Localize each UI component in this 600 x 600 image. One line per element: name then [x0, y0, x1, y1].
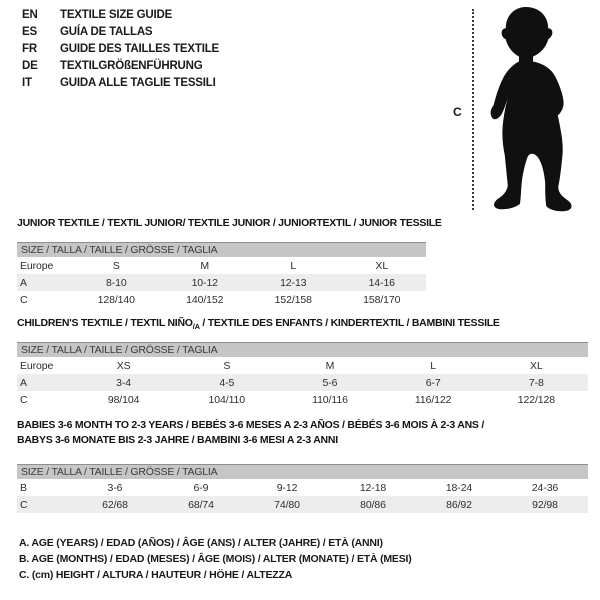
- size-value-cell: 62/68: [102, 498, 128, 511]
- size-value-cell: 12-13: [280, 276, 307, 289]
- size-value-cell: S: [223, 359, 231, 372]
- guide-title: GUIDE DES TAILLES TEXTILE: [60, 43, 219, 55]
- size-value-cell: 7-8: [528, 376, 544, 389]
- junior-table-title: JUNIOR TEXTILE / TEXTIL JUNIOR/ TEXTILE JUNIOR / JUNIORTEXTIL / JUNIOR TESSILE: [17, 217, 442, 229]
- language-code: EN: [22, 9, 38, 21]
- table-row: [17, 291, 426, 308]
- guide-title: GUIDA ALLE TAGLIE TESSILI: [60, 77, 216, 89]
- size-value-cell: 86/92: [446, 498, 472, 511]
- language-row: [22, 24, 219, 41]
- size-value-cell: 12-18: [359, 481, 387, 494]
- row-label-cell: B: [20, 481, 27, 494]
- size-value-cell: L: [290, 259, 297, 272]
- table-row: [17, 479, 588, 496]
- table-row: [17, 257, 426, 274]
- guide-title: GUÍA DE TALLAS: [60, 26, 153, 38]
- language-row: [22, 7, 219, 24]
- footnote-a: A. AGE (YEARS) / EDAD (AÑOS) / ÂGE (ANS) / ALTER (JAHRE) / ETÀ (ANNI): [19, 537, 383, 549]
- legend-footnotes: [19, 535, 412, 583]
- size-value-cell: 68/74: [188, 498, 214, 511]
- row-label-cell: C: [20, 293, 28, 306]
- size-value-cell: M: [325, 359, 335, 372]
- size-value-cell: 8-10: [105, 276, 127, 289]
- size-value-cell: 74/80: [274, 498, 300, 511]
- babies-table-title-line2: BABYS 3-6 MONATE BIS 2-3 JAHRE / BAMBINI 3-6 MESI A 2-3 ANNI: [17, 434, 338, 446]
- size-value-cell: 128/140: [97, 293, 135, 306]
- size-value-cell: 92/98: [532, 498, 558, 511]
- size-table: [17, 479, 588, 513]
- size-value-cell: 140/152: [186, 293, 224, 306]
- size-value-cell: 104/110: [208, 393, 246, 406]
- size-value-cell: L: [430, 359, 437, 372]
- language-row: [22, 41, 219, 58]
- size-value-cell: 3-4: [116, 376, 132, 389]
- table-row: [17, 496, 588, 513]
- size-value-cell: XL: [530, 359, 543, 372]
- language-row: [22, 58, 219, 75]
- size-header-bar: SIZE / TALLA / TAILLE / GRÖSSE / TAGLIA: [17, 242, 426, 257]
- table-row: [17, 357, 588, 374]
- babies-table-title-line1: BABIES 3-6 MONTH TO 2-3 YEARS / BEBÉS 3-6 MESES A 2-3 AÑOS / BÉBÉS 3-6 MOIS À 2-3 ANS /: [17, 419, 485, 431]
- size-value-cell: 6-9: [193, 481, 209, 494]
- size-value-cell: XS: [116, 359, 131, 372]
- toddler-silhouette-icon: [481, 5, 573, 215]
- language-code: FR: [22, 43, 37, 55]
- size-value-cell: 110/116: [312, 393, 348, 406]
- size-value-cell: 116/122: [414, 393, 452, 406]
- table-row: [17, 274, 426, 291]
- children-size-table: [17, 342, 588, 408]
- size-table: [17, 257, 426, 308]
- guide-title: TEXTILGRÖßENFÜHRUNG: [60, 60, 203, 72]
- language-code: DE: [22, 60, 38, 72]
- size-value-cell: 80/86: [360, 498, 386, 511]
- size-value-cell: 98/104: [107, 393, 140, 406]
- children-title-subscript: /A: [192, 322, 200, 332]
- size-value-cell: 10-12: [191, 276, 218, 289]
- children-table-title: [17, 317, 500, 331]
- height-measure-dotted-line: [472, 9, 474, 210]
- row-label-cell: A: [20, 276, 27, 289]
- row-label-cell: C: [20, 393, 28, 406]
- footnote-b: B. AGE (MONTHS) / EDAD (MESES) / ÂGE (MOIS) / ALTER (MONATE) / ETÀ (MESI): [19, 553, 412, 565]
- row-label-cell: C: [20, 498, 28, 511]
- language-title-list: [22, 7, 219, 92]
- table-row: [17, 391, 588, 408]
- row-label-cell: A: [20, 376, 27, 389]
- size-value-cell: 3-6: [107, 481, 123, 494]
- table-row: [17, 374, 588, 391]
- junior-size-table: [17, 242, 426, 308]
- size-value-cell: 9-12: [276, 481, 298, 494]
- guide-title: TEXTILE SIZE GUIDE: [60, 9, 173, 21]
- children-title-pre: CHILDREN'S TEXTILE / TEXTIL NIÑO: [17, 317, 193, 329]
- row-label-cell: Europe: [20, 259, 54, 272]
- size-table: [17, 357, 588, 408]
- size-value-cell: 6-7: [425, 376, 441, 389]
- size-value-cell: 4-5: [219, 376, 235, 389]
- size-value-cell: 18-24: [445, 481, 473, 494]
- size-value-cell: 24-36: [531, 481, 559, 494]
- footnote-c: C. (cm) HEIGHT / ALTURA / HAUTEUR / HÖHE / ALTEZZA: [19, 569, 293, 581]
- children-title-post: / TEXTILE DES ENFANTS / KINDERTEXTIL / BAMBINI TESSILE: [199, 317, 500, 329]
- size-value-cell: 152/158: [274, 293, 312, 306]
- size-header-bar: SIZE / TALLA / TAILLE / GRÖSSE / TAGLIA: [17, 342, 588, 357]
- row-label-cell: Europe: [20, 359, 54, 372]
- size-value-cell: S: [112, 259, 120, 272]
- language-row: [22, 75, 219, 92]
- language-code: ES: [22, 26, 37, 38]
- size-value-cell: XL: [375, 259, 389, 272]
- babies-size-table: [17, 464, 588, 513]
- size-value-cell: 158/170: [363, 293, 401, 306]
- size-value-cell: 14-16: [368, 276, 395, 289]
- size-value-cell: 122/128: [517, 393, 555, 406]
- size-value-cell: 5-6: [322, 376, 338, 389]
- language-code: IT: [22, 77, 32, 89]
- height-measure-label: C: [453, 105, 462, 119]
- size-header-bar: SIZE / TALLA / TAILLE / GRÖSSE / TAGLIA: [17, 464, 588, 479]
- size-value-cell: M: [200, 259, 210, 272]
